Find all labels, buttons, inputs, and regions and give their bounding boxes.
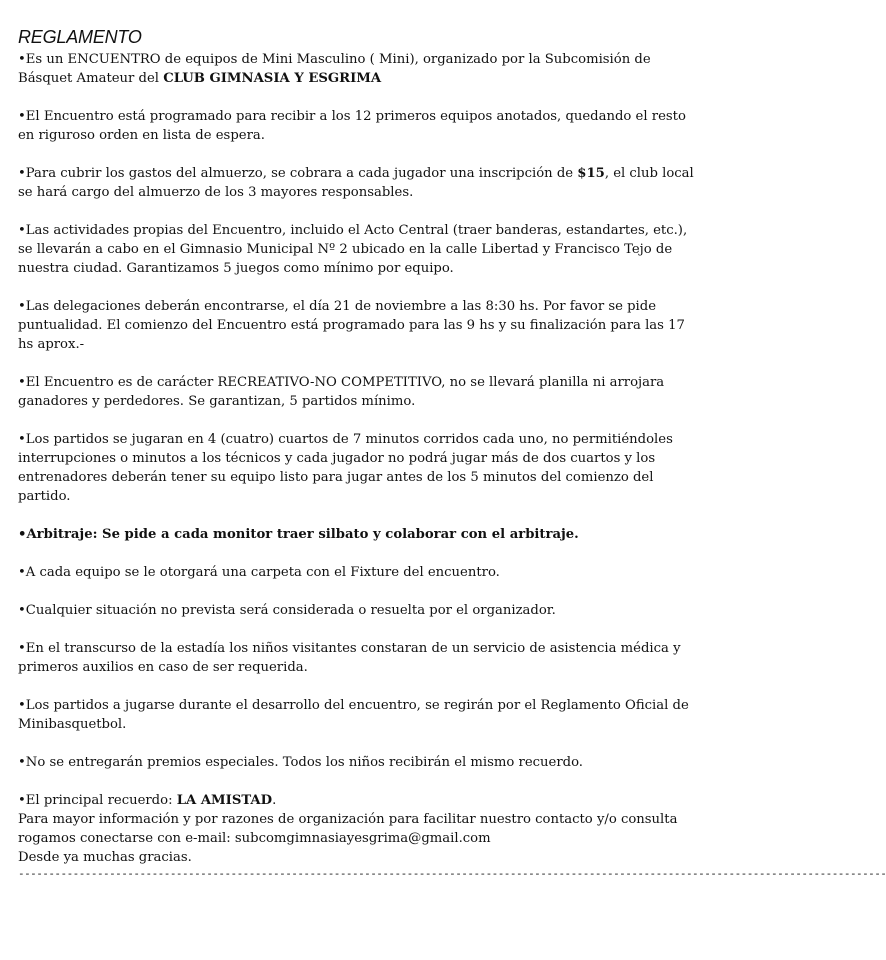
rule-8-text: Arbitraje: Se pide a cada monitor traer silbato y colaborar con el arbitraje. [26, 527, 579, 542]
bullet-icon: • [18, 793, 26, 808]
rule-paragraph-4 [18, 221, 702, 278]
rule-9-text: A cada equipo se le otorgará una carpeta con el Fixture del encuentro. [25, 565, 500, 580]
rule-paragraph-14 [18, 791, 702, 810]
rule-6-text: El Encuentro es de carácter RECREATIVO-NO COMPETITIVO, no se llevará planilla ni arrojara ganadores y perdedores. Se garantizan, 5 partidos mínimo. [18, 375, 665, 409]
rule-paragraph-9 [18, 563, 702, 582]
main-souvenir: LA AMISTAD [176, 793, 273, 808]
rule-5-text: Las delegaciones deberán encontrarse, el día 21 de noviembre a las 8:30 hs. Por favor se pide puntualidad. El comienzo del Encuentro está programado para las 9 hs y su finalización para las 17 hs aprox.- [18, 299, 685, 352]
document-page [18, 26, 886, 881]
rule-14-period: . [272, 793, 277, 808]
rule-paragraph-1 [18, 50, 702, 88]
contact-paragraph: Para mayor información y por razones de organización para facilitar nuestro contacto y/o consulta rogamos conectarse con e-mail: subcomgimnasiayesgrima@gmail.com [18, 812, 678, 846]
bullet-icon: • [18, 52, 26, 67]
bullet-icon: • [18, 109, 26, 124]
rule-paragraph-2 [18, 107, 702, 145]
rule-paragraph-12 [18, 696, 702, 734]
rule-paragraph-5 [18, 297, 702, 354]
rule-11-text: En el transcurso de la estadía los niños visitantes constaran de un servicio de asistencia médica y primeros auxilios en caso de ser requerida. [18, 641, 681, 675]
rule-paragraph-3 [18, 164, 702, 202]
rule-paragraph-8 [18, 525, 702, 544]
rule-paragraph-10 [18, 601, 702, 620]
bullet-icon: • [18, 299, 26, 314]
club-name: CLUB GIMNASIA Y ESGRIMA [163, 71, 382, 86]
rule-3-text: Para cubrir los gastos del almuerzo, se cobrara a cada jugador una inscripción de [25, 166, 578, 181]
rule-10-text: Cualquier situación no prevista será considerada o resuelta por el organizador. [25, 603, 556, 618]
bullet-icon: • [18, 527, 27, 542]
bullet-icon: • [18, 755, 26, 770]
bullet-icon: • [18, 565, 26, 580]
bullet-icon: • [18, 223, 26, 238]
rule-4-text: Las actividades propias del Encuentro, incluido el Acto Central (traer banderas, estandartes, etc.), se llevarán a cabo en el Gimnasio Municipal Nº 2 ubicado en la calle Libertad y Francisco Tejo de nuestra ciudad. Garantizamos 5 juegos como mínimo por equipo. [18, 223, 688, 276]
fee-amount: $15 [577, 166, 605, 181]
rule-1-text: Es un ENCUENTRO de equipos de Mini Masculino ( Mini), organizado por la Subcomisión de Básquet Amateur del [18, 52, 651, 86]
document-title: REGLAMENTO [18, 27, 142, 47]
rule-paragraph-13 [18, 753, 702, 772]
bullet-icon: • [18, 641, 26, 656]
thanks-line: Desde ya muchas gracias. [18, 850, 192, 865]
rule-paragraph-6 [18, 373, 702, 411]
rule-2-text: El Encuentro está programado para recibir a los 12 primeros equipos anotados, quedando el resto en riguroso orden en lista de espera. [18, 109, 686, 143]
rule-12-text: Los partidos a jugarse durante el desarrollo del encuentro, se regirán por el Reglamento Oficial de Minibasquetbol. [18, 698, 689, 732]
rule-7-text: Los partidos se jugaran en 4 (cuatro) cuartos de 7 minutos corridos cada uno, no permitiéndoles interrupciones o minutos a los técnicos y cada jugador no podrá jugar más de dos cuartos y los entrenadores deberán tener su equipo listo para jugar antes de los 5 minutos del comienzo del partido. [18, 432, 673, 504]
rule-paragraph-7 [18, 430, 702, 506]
bullet-icon: • [18, 432, 26, 447]
rule-13-text: No se entregarán premios especiales. Todos los niños recibirán el mismo recuerdo. [25, 755, 583, 770]
bullet-icon: • [18, 698, 26, 713]
bullet-icon: • [18, 603, 26, 618]
rule-3-text-end: , el club local se hará cargo del almuerzo de los 3 mayores responsables. [18, 166, 694, 200]
rule-14-text: El principal recuerdo: [25, 793, 177, 808]
bullet-icon: • [18, 375, 26, 390]
separator-line: ----------------------------------------------------------------------------------------------------------------------------------------------- [18, 867, 886, 880]
rule-paragraph-11 [18, 639, 702, 677]
bullet-icon: • [18, 166, 26, 181]
